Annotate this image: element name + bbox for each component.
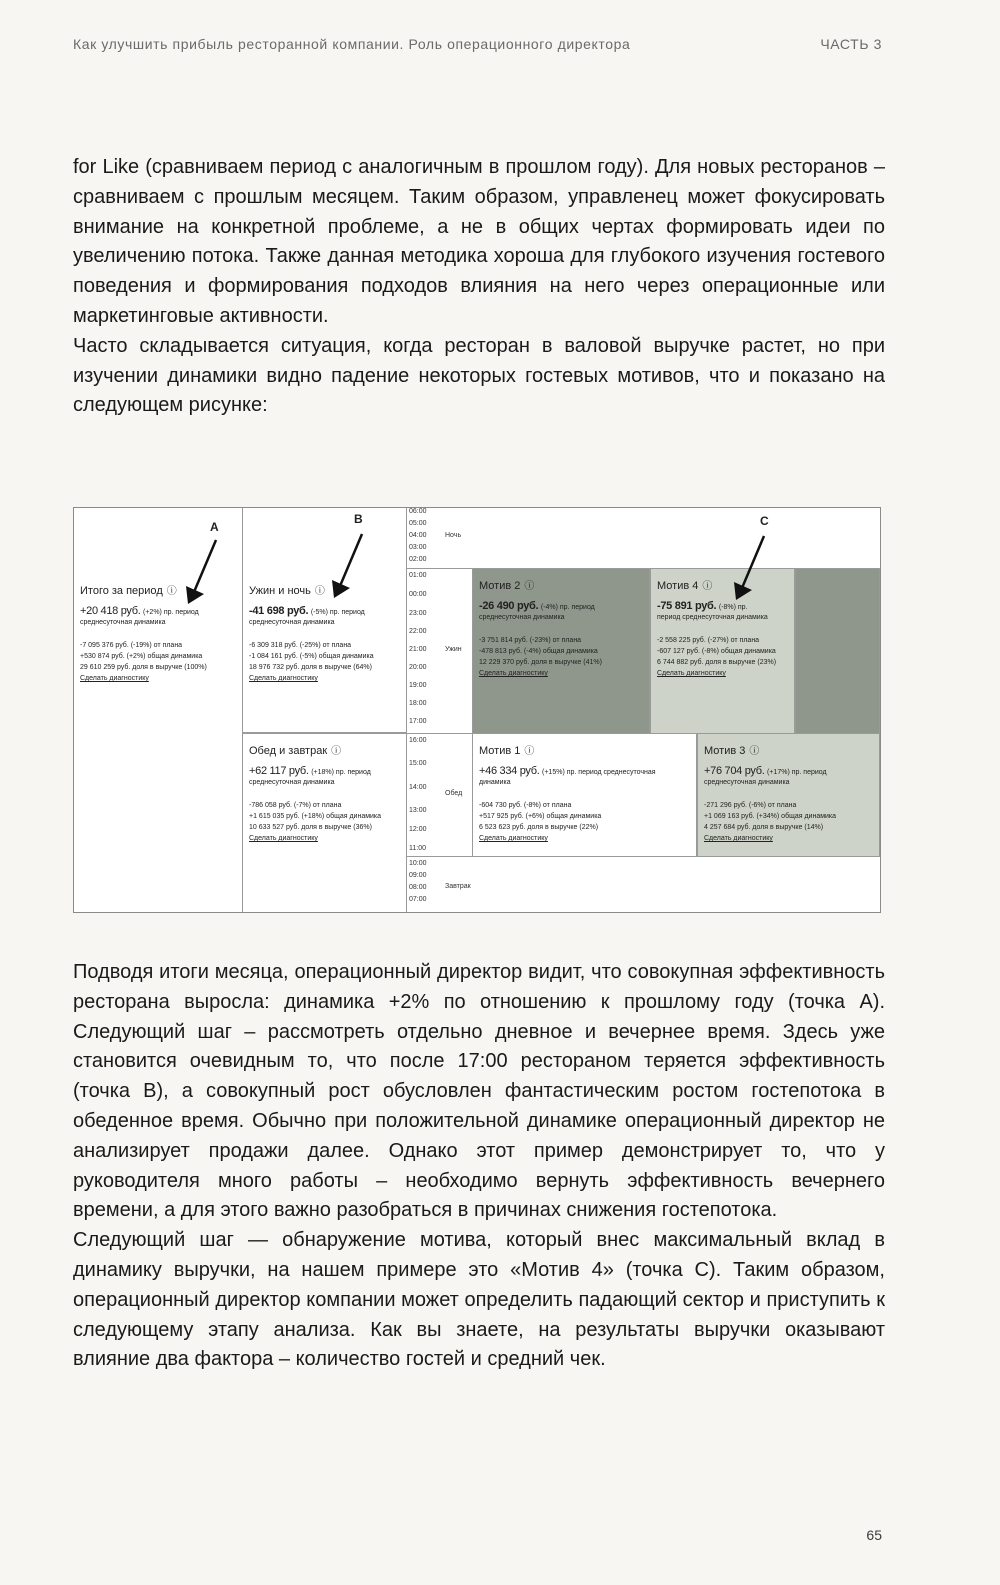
card-sub: среднесуточная динамика	[479, 614, 565, 621]
info-icon: ⓘ	[749, 746, 760, 757]
card-title: Итого за период ⓘ	[80, 582, 240, 597]
time-label-dinner: Ужин	[445, 646, 462, 653]
diagnostics-link[interactable]: Сделать диагностику	[479, 670, 548, 677]
running-header	[73, 36, 882, 56]
card-main-note: (+15%) пр. период среднесуточная	[542, 769, 656, 776]
diagnostics-link[interactable]: Сделать диагностику	[249, 835, 318, 842]
paragraph: Подводя итоги месяца, операционный директор видит, что совокупная эффективность ресторана выросла: динамика +2% по отношению к прошлому году (точка А). Следующий шаг – рассмотреть отдельно дневное и вечернее время. Здесь уже становится очевидным то, что после 17:00 рестораном теряется эффективность (точка В), а совокупный рост обусловлен фантастическим ростом гостепотока в обеденное время. Обычно при положительной динамике операционный директор не анализирует продажи далее. Однако этот пример демонстрирует то, что у руководителя много работы – необходимо вернуть эффективность вечернего времени, а для этого важно разобраться в причинах снижения гостепотока.	[73, 961, 885, 1222]
card-sub: среднесуточная динамика	[249, 779, 335, 786]
card-line: +530 874 руб. (+2%) общая динамика	[80, 653, 203, 660]
header-title: Как улучшить прибыль ресторанной компании. Роль операционного директора	[73, 36, 631, 52]
card-line: -1 084 161 руб. (-5%) общая динамика	[249, 653, 374, 660]
time-tick: 20:00	[409, 664, 427, 671]
time-label-breakfast: Завтрак	[445, 883, 471, 890]
card-main-note: (-4%) пр. период	[540, 604, 595, 611]
paragraph: Часто складывается ситуация, когда ресторан в валовой выручке растет, но при изучении динамики видно падение некоторых гостевых мотивов, что и показано на следующем рисунке:	[73, 334, 885, 417]
diagnostics-link[interactable]: Сделать диагностику	[80, 675, 149, 682]
card-main-value: +76 704 руб.	[704, 765, 765, 777]
info-icon: ⓘ	[524, 746, 535, 757]
arrow-b-icon	[328, 530, 368, 598]
card-sub: динамика	[479, 779, 511, 786]
time-tick: 11:00	[409, 845, 426, 852]
card-sub: период среднесуточная динамика	[657, 614, 768, 621]
card-main-note: (-5%) пр. период	[310, 609, 365, 616]
card-main-value: -41 698 руб.	[249, 605, 309, 617]
page-number: 65	[866, 1527, 882, 1543]
card-main-value: +62 117 руб.	[249, 765, 309, 777]
card-line: 4 257 684 руб. доля в выручке (14%)	[704, 824, 824, 831]
paragraph: Следующий шаг — обнаружение мотива, который внес максимальный вклад в динамику выручки, на нашем примере это «Мотив 4» (точка С). Таким образом, операционный директор компании может определить падающий сектор и приступить к следующему этапу анализа. Как вы знаете, на результаты выручки оказывают влияние два фактора – количество гостей и средний чек.	[73, 1229, 885, 1371]
arrow-c-icon	[730, 532, 770, 600]
card-line: 10 633 527 руб. доля в выручке (36%)	[249, 824, 372, 831]
card-line: -7 095 376 руб. (-19%) от плана	[80, 642, 183, 649]
time-tick: 10:00	[409, 860, 427, 867]
card-lunch-breakfast	[242, 733, 407, 912]
card-line: -607 127 руб. (-8%) общая динамика	[657, 648, 776, 655]
info-icon: ⓘ	[702, 581, 713, 592]
card-line: -604 730 руб. (-8%) от плана	[479, 802, 572, 809]
dashboard-figure	[73, 507, 881, 913]
time-tick: 04:00	[409, 532, 427, 539]
info-icon: ⓘ	[314, 586, 325, 597]
card-main-note: (+18%) пр. период	[311, 769, 371, 776]
dark-strip	[795, 568, 880, 734]
card-motiv-4	[650, 568, 795, 734]
card-main-value: +46 334 руб.	[479, 765, 540, 777]
diagnostics-link[interactable]: Сделать диагностику	[249, 675, 318, 682]
card-motiv-2	[472, 568, 650, 734]
paragraph: for Like (сравниваем период с аналогичным в прошлом году). Для новых ресторанов – сравниваем с прошлым месяцем. Таким образом, управленец может фокусировать внимание на конкретной проблеме, а не в общих чертах формировать идеи по увеличению потока. Также данная методика хороша для глубокого изучения гостевого поведения и формирования подходов влияния на него через операционные или маркетинговые активности.	[73, 156, 885, 327]
card-line: 6 744 882 руб. доля в выручке (23%)	[657, 659, 777, 666]
time-tick: 05:00	[409, 520, 427, 527]
info-icon: ⓘ	[331, 746, 342, 757]
time-tick: 22:00	[409, 628, 427, 635]
card-sub: среднесуточная динамика	[80, 619, 166, 626]
point-label-b: B	[354, 512, 363, 526]
card-line: +1 615 035 руб. (+18%) общая динамика	[249, 813, 382, 820]
card-motiv-1	[472, 733, 697, 857]
card-main-value: -75 891 руб.	[657, 600, 717, 612]
time-tick: 19:00	[409, 682, 427, 689]
card-main-note: (+2%) пр. период	[143, 609, 199, 616]
time-tick: 16:00	[409, 737, 427, 744]
card-title: Мотив 3 ⓘ	[704, 742, 879, 757]
card-line: -3 751 814 руб. (-23%) от плана	[479, 637, 582, 644]
arrow-a-icon	[182, 536, 222, 604]
point-label-c: C	[760, 514, 769, 528]
time-tick: 12:00	[409, 826, 427, 833]
card-title: Обед и завтрак ⓘ	[249, 742, 405, 757]
card-line: +1 069 163 руб. (+34%) общая динамика	[704, 813, 837, 820]
time-tick: 02:00	[409, 556, 427, 563]
time-tick: 13:00	[409, 807, 427, 814]
body-text-bottom	[73, 958, 885, 1375]
time-tick: 07:00	[409, 896, 427, 903]
card-sub: среднесуточная динамика	[249, 619, 335, 626]
time-tick: 17:00	[409, 718, 427, 725]
card-line: -478 813 руб. (-4%) общая динамика	[479, 648, 598, 655]
card-line: 6 523 623 руб. доля в выручке (22%)	[479, 824, 599, 831]
card-line: 12 229 370 руб. доля в выручке (41%)	[479, 659, 602, 666]
point-label-a: A	[210, 520, 219, 534]
time-tick: 23:00	[409, 610, 427, 617]
card-main-note: (-8%) пр.	[718, 604, 748, 611]
card-line: 18 976 732 руб. доля в выручке (64%)	[249, 664, 372, 671]
diagnostics-link[interactable]: Сделать диагностику	[657, 670, 726, 677]
time-tick: 06:00	[409, 508, 427, 515]
time-tick: 15:00	[409, 760, 427, 767]
diagnostics-link[interactable]: Сделать диагностику	[479, 835, 548, 842]
time-tick: 18:00	[409, 700, 427, 707]
time-label-night: Ночь	[445, 532, 462, 539]
card-line: 29 610 259 руб. доля в выручке (100%)	[80, 664, 207, 671]
divider	[407, 733, 473, 734]
card-sub: среднесуточная динамика	[704, 779, 790, 786]
card-main-note: (+17%) пр. период	[767, 769, 827, 776]
diagnostics-link[interactable]: Сделать диагностику	[704, 835, 773, 842]
card-main-value: +20 418 руб.	[80, 605, 141, 617]
card-line: -786 058 руб. (-7%) от плана	[249, 802, 342, 809]
time-tick: 21:00	[409, 646, 427, 653]
breakfast-empty-cell	[472, 856, 880, 912]
time-label-lunch: Обед	[445, 790, 463, 797]
card-title: Мотив 2 ⓘ	[479, 577, 649, 592]
time-tick: 00:00	[409, 591, 427, 598]
card-line: -271 296 руб. (-6%) от плана	[704, 802, 797, 809]
time-tick: 14:00	[409, 784, 427, 791]
time-tick: 01:00	[409, 572, 427, 579]
divider	[407, 856, 473, 857]
info-icon: ⓘ	[166, 586, 177, 597]
time-tick: 09:00	[409, 872, 427, 879]
card-title: Ужин и ночь ⓘ	[249, 582, 405, 597]
card-dinner-night	[242, 508, 407, 733]
header-part: ЧАСТЬ 3	[820, 36, 882, 52]
time-tick: 08:00	[409, 884, 427, 891]
time-axis	[406, 508, 474, 912]
info-icon: ⓘ	[524, 581, 535, 592]
card-title: Мотив 1 ⓘ	[479, 742, 694, 757]
card-line: -6 309 318 руб. (-25%) от плана	[249, 642, 352, 649]
card-line: -2 558 225 руб. (-27%) от плана	[657, 637, 760, 644]
card-main-value: -26 490 руб.	[479, 600, 539, 612]
divider	[407, 568, 473, 569]
card-title: Мотив 4 ⓘ	[657, 577, 793, 592]
time-tick: 03:00	[409, 544, 427, 551]
night-empty-cell	[472, 508, 880, 569]
card-motiv-3	[697, 733, 880, 857]
card-line: +517 925 руб. (+6%) общая динамика	[479, 813, 602, 820]
body-text-top	[73, 153, 885, 421]
